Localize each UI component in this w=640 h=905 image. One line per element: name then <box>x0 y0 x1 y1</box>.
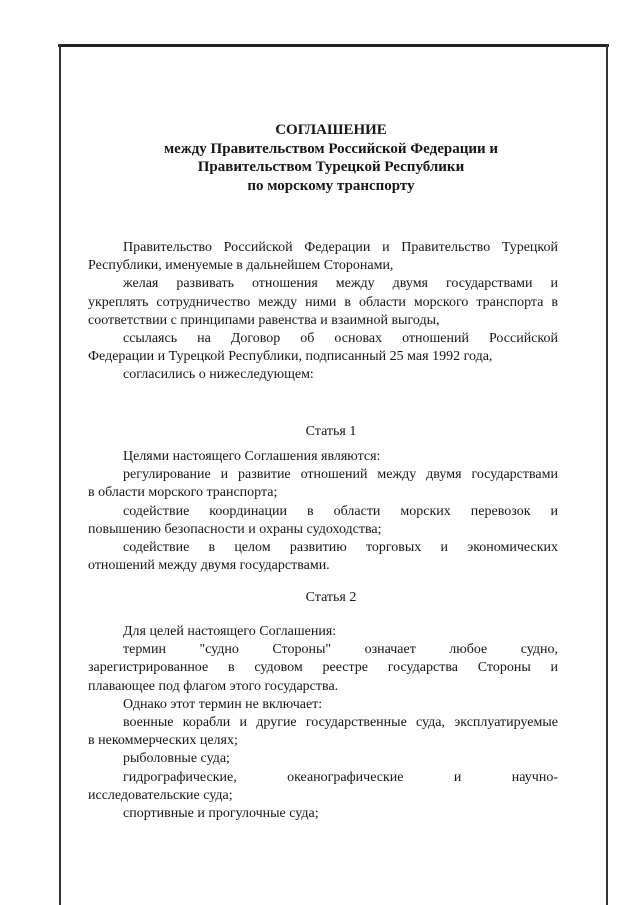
article-1 <box>88 448 558 575</box>
article-1-line: Целями настоящего Соглашения являются: <box>123 449 381 464</box>
article-2-line: зарегистрированное в судовом реестре государства Стороны и <box>88 660 558 676</box>
article-1-line: повышению безопасности и охраны судоходства; <box>88 521 382 537</box>
preamble-line: Республики, именуемые в дальнейшем Сторонами, <box>88 258 394 274</box>
article-2-line: в некоммерческих целях; <box>88 733 238 749</box>
article-1-line: в области морского транспорта; <box>88 485 278 501</box>
article-2-line: гидрографические, океанографические и научно- <box>123 769 558 785</box>
article-2-line: Однако этот термин не включает: <box>123 696 323 712</box>
page-frame-right <box>606 44 608 905</box>
preamble <box>88 239 558 385</box>
article-2-line: Для целей настоящего Соглашения: <box>123 624 337 639</box>
preamble-line: соответствии с принципами равенства и взаимной выгоды, <box>88 312 440 328</box>
title-line: по морскому транспорту <box>247 177 415 194</box>
article-1-line: отношений между двумя государствами. <box>88 558 330 574</box>
article-1-heading: Статья 1 <box>305 424 357 439</box>
article-1-line: регулирование и развитие отношений между двумя государствами <box>123 467 558 483</box>
preamble-line: Федерации и Турецкой Республики, подписанный 25 мая 1992 года, <box>88 349 493 365</box>
article-2-line: рыболовные суда; <box>123 751 230 767</box>
page-frame-left <box>59 44 61 905</box>
title-line: между Правительством Российской Федерации и <box>163 140 499 157</box>
preamble-line: ссылаясь на Договор об основах отношений Российской <box>123 331 558 347</box>
preamble-line: Правительство Российской Федерации и Правительство Турецкой <box>123 240 558 255</box>
article-2-line: исследовательские суда; <box>88 787 233 803</box>
article-2-line: термин "судно Стороны" означает любое судно, <box>123 642 558 658</box>
title-line: Правительством Турецкой Республики <box>197 159 465 175</box>
article-2 <box>88 623 558 823</box>
article-2-line: военные корабли и другие государственные суда, эксплуатируемые <box>123 715 558 731</box>
article-2-heading: Статья 2 <box>305 590 357 605</box>
preamble-line: желая развивать отношения между двумя государствами и <box>123 276 558 292</box>
title-line: СОГЛАШЕНИЕ <box>275 122 387 138</box>
article-2-line: спортивные и прогулочные суда; <box>123 806 319 822</box>
article-1-line: содействие в целом развитию торговых и экономических <box>123 540 558 556</box>
page-frame-top <box>58 44 609 47</box>
agreement-title <box>88 121 574 195</box>
article-2-line: плавающее под флагом этого государства. <box>88 678 339 694</box>
preamble-line: согласились о нижеследующем: <box>123 367 314 383</box>
article-1-line: содействие координации в области морских перевозок и <box>123 503 558 519</box>
preamble-line: укреплять сотрудничество между ними в области морского транспорта в <box>88 294 558 310</box>
